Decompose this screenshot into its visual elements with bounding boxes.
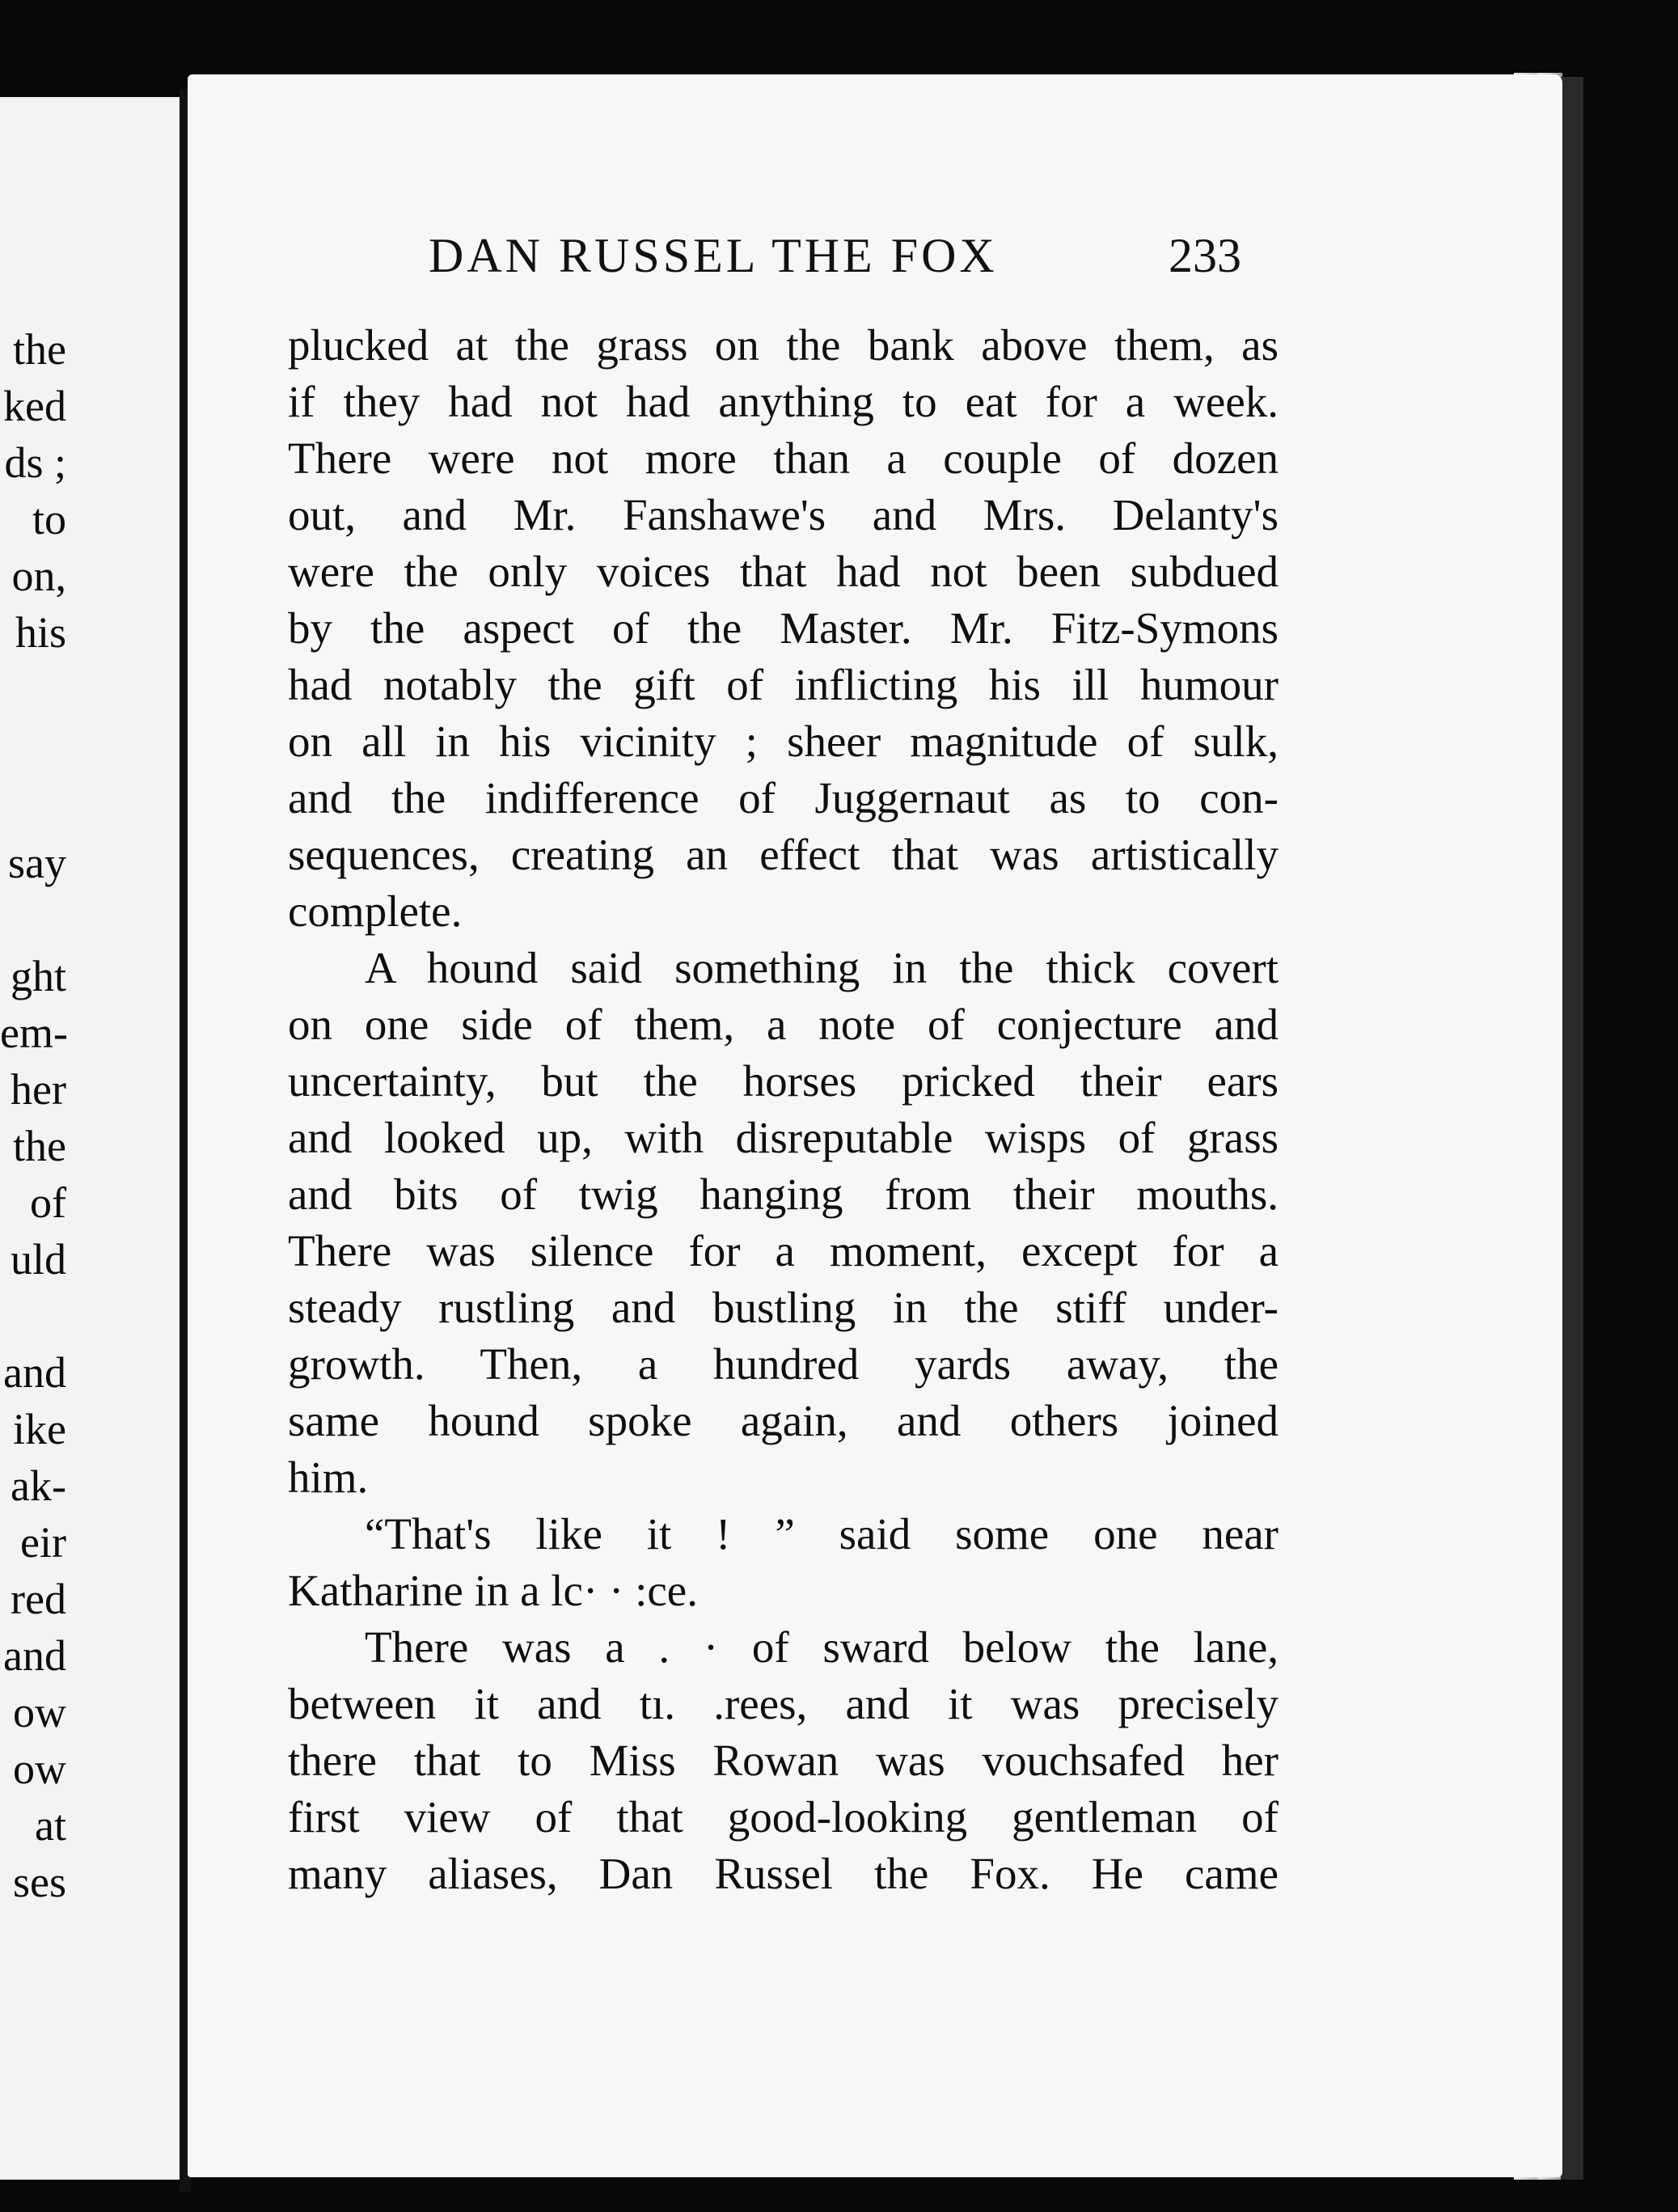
text-line: There were not more than a couple of dozen (288, 434, 1279, 483)
facing-page-fragment: ak- (11, 1461, 66, 1510)
facing-page-fragment: and (3, 1631, 66, 1680)
text-line: on one side of them, a note of conjecture and (288, 1000, 1279, 1049)
text-line: steady rustling and bustling in the stiff under- (288, 1283, 1279, 1332)
facing-page-fragment: of (30, 1178, 66, 1227)
facing-page-fragment: and (3, 1348, 66, 1397)
text-line: same hound spoke again, and others joined (288, 1396, 1279, 1445)
text-line: growth. Then, a hundred yards away, the (288, 1339, 1279, 1389)
facing-page-fragment: ow (13, 1688, 66, 1736)
facing-page-fragment: em- (0, 1009, 68, 1057)
book-cover-edge (1561, 77, 1583, 2180)
text-line: plucked at the grass on the bank above them, as (288, 320, 1279, 370)
facing-page-fragment: her (11, 1065, 66, 1114)
text-line: “That's like it ! ” said some one near (365, 1509, 1279, 1559)
facing-page-fragment: his (15, 608, 66, 657)
text-line: by the aspect of the Master. Mr. Fitz-Symons (288, 603, 1279, 653)
facing-page-fragment: uld (10, 1235, 66, 1284)
text-line: were the only voices that had not been subdued (288, 547, 1279, 596)
text-line: Katharine in a lc· · :ce. (288, 1566, 698, 1615)
facing-page-fragment: the (13, 1122, 66, 1170)
body-text (288, 317, 1279, 1902)
text-line: and bits of twig hanging from their mouths. (288, 1169, 1279, 1219)
text-line: him. (288, 1453, 369, 1502)
facing-page-fragment: the (13, 325, 66, 374)
facing-page-fragment: eir (20, 1518, 66, 1567)
facing-page-fragment: ses (13, 1858, 66, 1906)
text-line: sequences, creating an effect that was artistically (288, 830, 1279, 879)
facing-page (0, 97, 184, 2180)
text-line: had notably the gift of inflicting his ill humour (288, 660, 1279, 709)
text-line: first view of that good-looking gentleman of (288, 1792, 1279, 1842)
text-line: on all in his vicinity ; sheer magnitude of sulk, (288, 717, 1279, 766)
facing-page-fragment: ked (3, 382, 66, 430)
text-line: There was silence for a moment, except for a (288, 1226, 1279, 1275)
text-line: uncertainty, but the horses pricked their ears (288, 1056, 1279, 1106)
text-line: many aliases, Dan Russel the Fox. He came (288, 1849, 1279, 1898)
text-line: there that to Miss Rowan was vouchsafed her (288, 1736, 1279, 1785)
page-number: 233 (1169, 229, 1241, 282)
facing-page-fragment: ght (10, 952, 66, 1000)
text-line: if they had not had anything to eat for a week. (288, 377, 1279, 426)
facing-page-fragment: say (8, 839, 66, 887)
text-line: and the indifference of Juggernaut as to con- (288, 773, 1279, 823)
facing-page-fragment: ds ; (4, 438, 66, 487)
facing-page-fragment: ow (13, 1745, 66, 1793)
facing-page-fragment: at (35, 1801, 66, 1850)
facing-page-fragment: on, (11, 552, 66, 600)
text-line: between it and tı. .rees, and it was precisely (288, 1679, 1279, 1728)
text-line: A hound said something in the thick covert (365, 943, 1279, 992)
text-line: complete. (288, 886, 463, 936)
text-line: and looked up, with disreputable wisps of grass (288, 1113, 1279, 1162)
text-line: There was a . · of sward below the lane, (365, 1622, 1279, 1672)
running-head: DAN RUSSEL THE FOX (429, 229, 998, 282)
facing-page-fragment: red (11, 1575, 66, 1623)
text-line: out, and Mr. Fanshawe's and Mrs. Delanty's (288, 490, 1279, 539)
facing-page-fragment: ike (13, 1405, 66, 1453)
facing-page-fragment: to (32, 495, 66, 543)
